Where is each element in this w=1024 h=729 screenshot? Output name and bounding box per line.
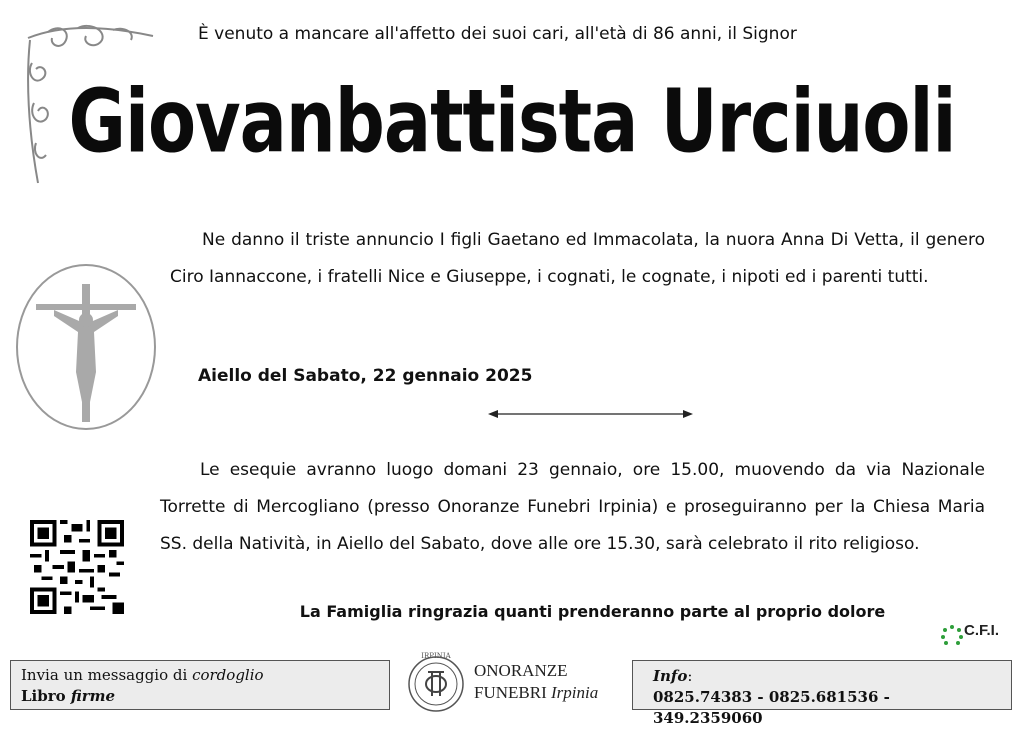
- deceased-name: Giovanbattista Urciuoli: [68, 70, 956, 173]
- info-label: Info: [653, 667, 688, 685]
- condolence-message-link[interactable]: Invia un messaggio di cordoglio: [21, 666, 264, 684]
- intro-text: È venuto a mancare all'affetto dei suoi cari, all'età di 86 anni, il Signor: [198, 24, 797, 44]
- condolence-box[interactable]: [10, 660, 390, 710]
- funeral-home-logo-icon: [404, 650, 468, 714]
- announcement-text: Ne danno il triste annuncio I figli Gaetano ed Immacolata, la nuora Anna Di Vetta, il genero Ciro Iannaccone, i fratelli Nice e Giuseppe, i cognati, le cognate, i nipoti ed i parenti tutti.: [170, 230, 985, 287]
- thanks-text: La Famiglia ringrazia quanti prenderanno parte al proprio dolore: [299, 602, 886, 621]
- svg-text:IRPINIA: IRPINIA: [421, 652, 451, 660]
- guestbook-link[interactable]: Libro firme: [21, 687, 116, 705]
- cfi-label: C.F.I.: [964, 622, 1000, 639]
- qr-code-icon[interactable]: [30, 520, 124, 614]
- phone-numbers[interactable]: 0825.74383 - 0825.681536 - 349.2359060: [653, 688, 890, 727]
- funeral-home-name: ONORANZE FUNEBRI Irpinia: [474, 661, 599, 702]
- funeral-details: Le esequie avranno luogo domani 23 gennaio, ore 15.00, muovendo da via Nazionale Torrette di Mercogliano (presso Onoranze Funebri Irpinia) e proseguiranno per la Chiesa Maria SS. della Natività, in Aiello del Sabato, dove alle ore 15.30, sarà celebrato il rito religioso.: [160, 460, 985, 554]
- crucifix-icon: [14, 262, 158, 432]
- cfi-logo-icon: [940, 620, 1016, 650]
- double-arrow-icon: [488, 404, 693, 424]
- place-date: Aiello del Sabato, 22 gennaio 2025: [198, 366, 533, 386]
- info-box: Info: 0825.74383 - 0825.681536 - 349.2359060: [632, 660, 1012, 710]
